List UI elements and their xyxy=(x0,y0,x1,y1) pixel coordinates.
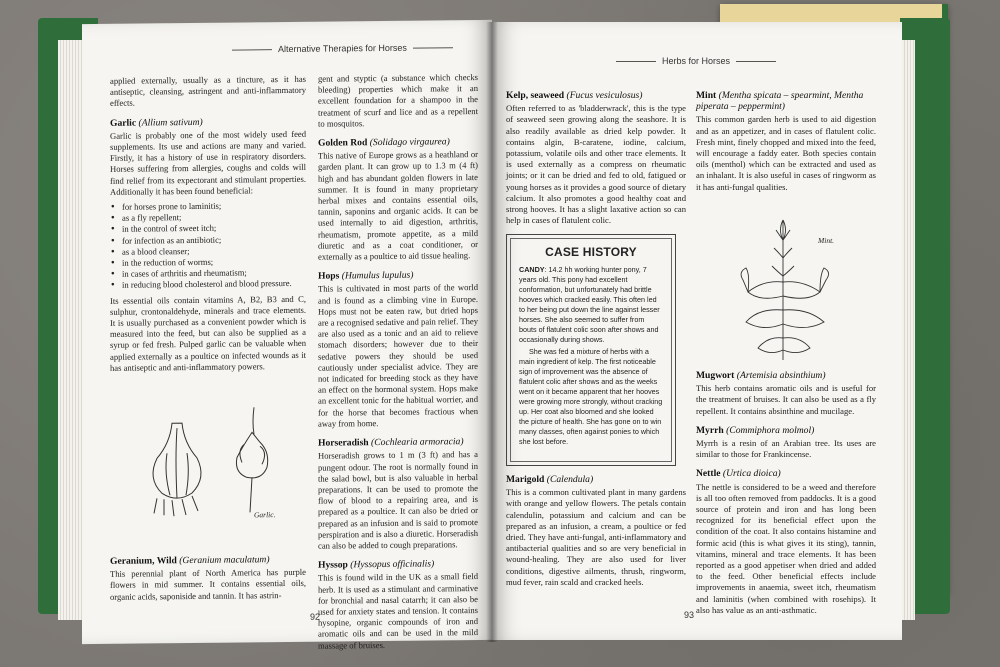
running-head-text: Herbs for Horses xyxy=(662,56,731,66)
paragraph: This native of Europe grows as a heathland or garden plant. It can grow up to 1.3 m (4 ft) high and has abundant golden flowers in late summer. It is found in many proprietary herbal mixes and contains essential oils, tannin, saponins and organic acids. It can be used internally to aid digestion, arthritis, rheumatism, promote appetite, as a mild diuretic and as a coat conditioner, or externally as a poultice to aid tissue healing. xyxy=(318,149,478,262)
running-head-right xyxy=(616,56,776,66)
list-item: ● for horses prone to laminitis; xyxy=(122,200,306,213)
list-item: ● in the control of sweet itch; xyxy=(122,222,306,235)
paragraph: This perennial plant of North America has purple flowers in mid summer. It contains essential oils, organic acids, saponiside and tannin. It has astrin- xyxy=(110,567,306,602)
case-history-title: CASE HISTORY xyxy=(545,245,637,259)
entry-latin: (Mentha spicata – spearmint, Mentha piperata – peppermint) xyxy=(696,90,864,113)
list-item: ● in cases of arthritis and rheumatism; xyxy=(122,267,306,280)
paragraph: Often referred to as 'bladderwrack', this is the type of seaweed seen growing along the seashore. It is also readily available as dried kelp powder. It contains algin, B-caratene, iodine, calcium, potassium, volatile oils and other trace elements. It is used externally as a compress on rheumatic joints; or it can be dried and fed to old, fatigued or young horses as it provides a good source of dietary calcium. It also promotes a good healthy coat and strong hooves. It has a slight laxative action so can help in cases of flatulent colic. xyxy=(506,103,686,226)
header-rule xyxy=(616,61,656,62)
entry-latin: (Geranium maculatum) xyxy=(179,554,270,567)
case-text: : 14.2 hh working hunter pony, 7 years old. This pony had excellent conformation, but unfortunately had brittle hooves which cracked easily. This often led to her being put down the line against lesser horses. She also seemed to suffer from bouts of flatulent colic soon after shows and occasionally during shows. xyxy=(519,265,660,344)
paragraph: gent and styptic (a substance which checks bleeding) properties which make it an excellent foundation for a shampoo in the treatment of scurf and lice and as a repellent to mosquitos. xyxy=(318,71,478,129)
paragraph: The nettle is considered to be a weed and therefore is all too often removed from paddocks. It is a good source of protein and iron and has long been recognized for its beneficial effect upon the condition of the coat. It also contains histamine and formic acid (this is what gives it its sting), tannin, vitamins, mineral and trace elements. It has been reported as a good appetiser when dried and added to the feed. Other beneficial effects include improvements in anaemia, sweet itch, rheumatism and laminitis (when combined with rosehips). It also has value as an anti-asthmatic. xyxy=(696,481,876,615)
paragraph: This is cultivated in most parts of the world and is found as a climbing vine in Europe. Hops must not be eaten raw, but dried hops are a recognised sedative and pain relief. They are also used as a tonic and an aid to relieve stomach disorders; however due to their sedative powers they should be used cautiously under specialist advice. They are not indicated for breeding stock as they have an effect on the hormonal system. Hops make an excellent tonic for the habitual worrier, and for the horse that becomes fractious when away from home. xyxy=(318,282,478,429)
left-column-1-bottom xyxy=(110,554,306,607)
mint-illustration xyxy=(728,210,858,370)
entry-heading-myrrh xyxy=(696,425,876,436)
entry-latin: (Solidago virgaurea) xyxy=(369,136,450,149)
mint-drawing xyxy=(728,210,858,370)
entry-title: Nettle xyxy=(696,468,721,480)
entry-latin: (Fucus vesiculosus) xyxy=(566,90,643,101)
case-paragraph xyxy=(519,265,663,345)
entry-title: Mint xyxy=(696,90,717,101)
illustration-caption: Mint. xyxy=(818,236,835,245)
entry-title: Myrrh xyxy=(696,424,724,436)
list-item: ● as a fly repellent; xyxy=(122,211,306,224)
entry-latin: (Calendula) xyxy=(546,474,594,485)
entry-title: Mugwort xyxy=(696,370,735,381)
case-history-box xyxy=(506,234,676,466)
list-item: ● as a blood cleanser; xyxy=(122,245,306,258)
case-paragraph: She was fed a mixture of herbs with a main ingredient of kelp. The first noticeable sign of improvement was the absence of flatulent colic after shows and as the weeks went on it became apparent that her hooves were growing more strongly, without cracking up. Her coat also bloomed and she looked the picture of health. She has gone on to win many classes, often against ponies to which she lost before. xyxy=(519,347,663,446)
entry-title: Garlic xyxy=(110,117,137,129)
entry-latin: (Hyssopus officinalis) xyxy=(350,558,435,571)
entry-heading-marigold xyxy=(506,474,686,485)
entry-heading-mugwort xyxy=(696,370,876,381)
paragraph: Myrrh is a resin of an Arabian tree. Its uses are similar to those for Frankincense. xyxy=(696,438,876,460)
running-head-text: Alternative Therapies for Horses xyxy=(278,42,407,55)
list-item: ● in reducing blood cholesterol and blood pressure. xyxy=(122,278,306,291)
left-column-1 xyxy=(110,74,306,378)
entry-heading-nettle xyxy=(696,468,876,479)
paragraph: This common garden herb is used to aid digestion and as an appetizer, and in cases of flatulent colic. Fresh mint, finely chopped and mixed into the feed, will encourage a faddy eater. Both species contain oils (menthol) which can be extracted and used as an inhalant. It is also useful in cases of ringworm as it has anti-fungal qualities. xyxy=(696,114,876,192)
header-rule xyxy=(736,61,776,62)
header-rule xyxy=(413,47,453,48)
right-column-1-bottom xyxy=(506,474,686,592)
entry-latin: (Cochlearia armoracia) xyxy=(371,436,464,449)
paragraph: This is a common cultivated plant in many gardens with orange and yellow flowers. The petals contain calendulin, potassium and calcium and can be prepared as an infusion, a cream, a poultice or fed dried. They have anti-fungal, anti-inflammatory and antibacterial qualities and so are very beneficial in wound-healing. They are also used for liver conditions, digestive ailments, thrush, ringworm, mud fever, rain scald and cracked heels. xyxy=(506,487,686,587)
paragraph: Its essential oils contain vitamins A, B2, B3 and C, sulphur, crontonaldehyde, minerals and trace elements. It is usually purchased as a convenient powder which is measured into the feed, but can also be supplied as a syrup or fed fresh. Pulped garlic can be valuable when applied externally as a poultice on infected wounds as it has antiseptic and anti-inflammatory powers. xyxy=(110,293,306,373)
page-number-left: 92 xyxy=(310,611,321,622)
right-column-2 xyxy=(696,90,876,197)
paragraph: This herb contains aromatic oils and is useful for the treatment of bruises. It can also be used as a fly repellent. It contains absinthine and mucilage. xyxy=(696,383,876,416)
entry-title: Horseradish xyxy=(318,437,369,449)
paragraph: Garlic is probably one of the most widely used feed supplements. Its use and actions are many and varied. Firstly, it has a history of use in respiratory disorders. Horses suffering from allergies, coughs and colds will find relief from its expectorant and stimulant properties. Additionally it has been found beneficial: xyxy=(110,128,306,197)
entry-heading-mint xyxy=(696,90,876,112)
list-item: ● in the reduction of worms; xyxy=(122,256,306,269)
entry-title: Marigold xyxy=(506,474,545,485)
case-history-inner xyxy=(510,238,672,462)
entry-latin: (Commiphora molmol) xyxy=(726,424,815,436)
header-rule xyxy=(232,49,272,50)
book-gutter xyxy=(486,22,498,642)
entry-heading-golden-rod xyxy=(318,136,478,149)
entry-heading-hyssop xyxy=(318,558,478,571)
garlic-illustration xyxy=(142,402,292,524)
list-item: ● for infection as an antibiotic; xyxy=(122,233,306,246)
entry-latin: (Humulus lupulus) xyxy=(341,269,414,282)
illustration-caption: Garlic. xyxy=(254,510,276,520)
entry-heading-garlic xyxy=(110,115,306,128)
entry-title: Hops xyxy=(318,270,340,282)
entry-title: Kelp, seaweed xyxy=(506,90,565,101)
case-subject: CANDY xyxy=(519,265,545,274)
entry-title: Golden Rod xyxy=(318,137,368,149)
right-column-1 xyxy=(506,90,686,230)
right-page xyxy=(492,22,902,640)
entry-title: Geranium, Wild xyxy=(110,555,177,567)
paragraph: applied externally, usually as a tincture, as it has antiseptic, cleansing, astringent and anti-inflammatory effects. xyxy=(110,73,306,109)
entry-heading-horseradish xyxy=(318,436,478,449)
entry-title: Hyssop xyxy=(318,559,348,571)
paragraph: Horseradish grows to 1 m (3 ft) and has a pungent odour. The root is normally found in the salad bowl, but is also valuable in herbal preparations. It can be used to promote the flow of blood to a repairing area, and is prepared as a poultice. It can also be dried or prepared as an infusion and is said to promote perspiration and is also a diuretic. Horseradish can also be added to cough preparations. xyxy=(318,449,478,551)
left-column-2 xyxy=(318,72,478,655)
page-number-right: 93 xyxy=(684,610,695,620)
right-column-2-bottom xyxy=(696,370,876,620)
entry-heading-geranium xyxy=(110,554,306,567)
entry-heading-hops xyxy=(318,269,478,282)
entry-latin: (Allium sativum) xyxy=(138,116,203,129)
paragraph: This is found wild in the UK as a small field herb. It is used as a stimulant and carminative for bronchial and nasal catarrh; it can also be used for anxiety states and tension. It contains hysopine, organic compounds of iron and aromatic oils and can be used in the mild massage of bruises. xyxy=(318,571,478,651)
running-head-left xyxy=(232,42,453,54)
entry-heading-kelp xyxy=(506,90,686,101)
entry-latin: (Artemisia absinthium) xyxy=(736,370,826,381)
garlic-drawing xyxy=(142,402,292,524)
left-page xyxy=(82,20,492,651)
garlic-benefit-list xyxy=(110,200,306,292)
entry-latin: (Urtica dioica) xyxy=(722,468,781,480)
